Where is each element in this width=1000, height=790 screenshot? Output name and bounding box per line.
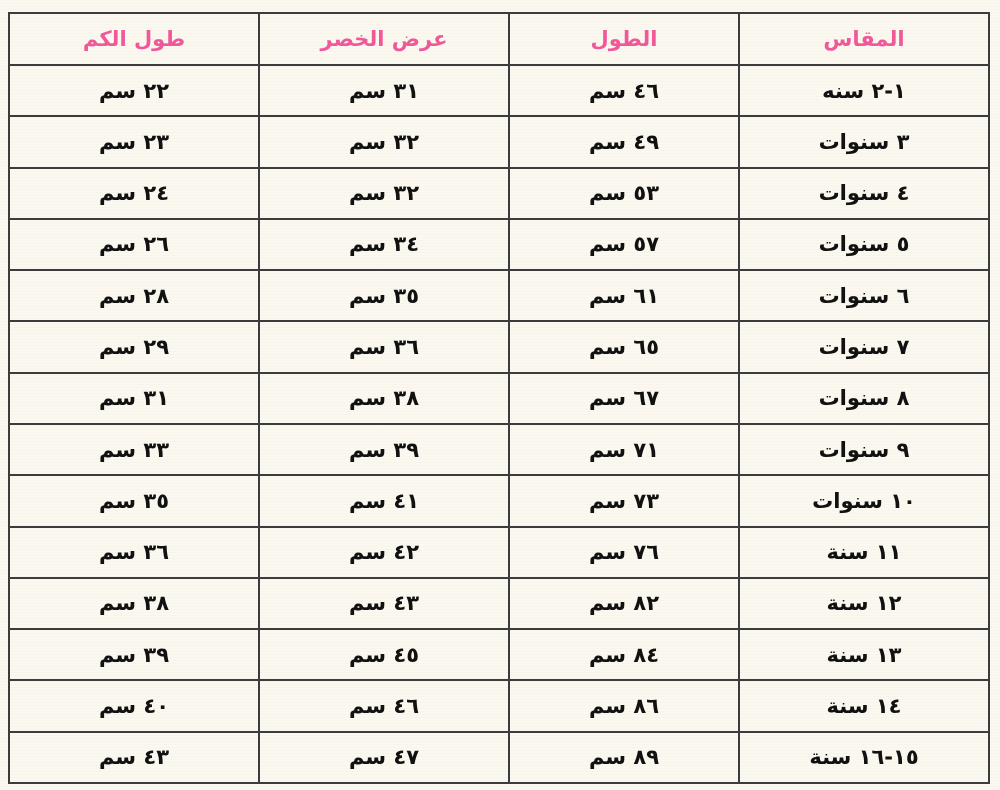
- cell-sleeve-length: ٢٨ سم: [9, 270, 259, 321]
- cell-length: ٧٣ سم: [509, 475, 739, 526]
- cell-waist-width: ٣١ سم: [259, 65, 509, 116]
- cell-size: ١٥-١٦ سنة: [739, 732, 989, 783]
- header-size: المقاس: [739, 13, 989, 65]
- cell-waist-width: ٤٥ سم: [259, 629, 509, 680]
- cell-waist-width: ٣٢ سم: [259, 168, 509, 219]
- table-row: [9, 116, 989, 167]
- cell-sleeve-length: ٢٢ سم: [9, 65, 259, 116]
- table-body: [9, 65, 989, 783]
- cell-size: ٣ سنوات: [739, 116, 989, 167]
- table-row: [9, 321, 989, 372]
- table-row: [9, 680, 989, 731]
- cell-length: ٧١ سم: [509, 424, 739, 475]
- cell-sleeve-length: ٢٣ سم: [9, 116, 259, 167]
- cell-size: ١٤ سنة: [739, 680, 989, 731]
- table-row: [9, 527, 989, 578]
- size-chart-table: [8, 12, 990, 784]
- table-row: [9, 65, 989, 116]
- cell-sleeve-length: ٣١ سم: [9, 373, 259, 424]
- cell-size: ٩ سنوات: [739, 424, 989, 475]
- cell-length: ٦٧ سم: [509, 373, 739, 424]
- cell-sleeve-length: ٤٠ سم: [9, 680, 259, 731]
- table-row: [9, 270, 989, 321]
- cell-size: ٥ سنوات: [739, 219, 989, 270]
- cell-size: ٨ سنوات: [739, 373, 989, 424]
- cell-size: ٧ سنوات: [739, 321, 989, 372]
- cell-size: ١٣ سنة: [739, 629, 989, 680]
- table-row: [9, 424, 989, 475]
- table-header-row: [9, 13, 989, 65]
- table-row: [9, 732, 989, 783]
- cell-length: ٧٦ سم: [509, 527, 739, 578]
- cell-waist-width: ٣٤ سم: [259, 219, 509, 270]
- cell-waist-width: ٣٨ سم: [259, 373, 509, 424]
- cell-length: ٨٢ سم: [509, 578, 739, 629]
- cell-sleeve-length: ٢٩ سم: [9, 321, 259, 372]
- cell-sleeve-length: ٣٩ سم: [9, 629, 259, 680]
- cell-length: ٥٣ سم: [509, 168, 739, 219]
- cell-sleeve-length: ٣٣ سم: [9, 424, 259, 475]
- cell-length: ٨٩ سم: [509, 732, 739, 783]
- table-row: [9, 219, 989, 270]
- header-sleeve-length: طول الكم: [9, 13, 259, 65]
- cell-size: ١٢ سنة: [739, 578, 989, 629]
- cell-waist-width: ٣٩ سم: [259, 424, 509, 475]
- cell-waist-width: ٤٦ سم: [259, 680, 509, 731]
- table-row: [9, 373, 989, 424]
- cell-length: ٨٤ سم: [509, 629, 739, 680]
- cell-sleeve-length: ٤٣ سم: [9, 732, 259, 783]
- cell-sleeve-length: ٢٦ سم: [9, 219, 259, 270]
- cell-sleeve-length: ٢٤ سم: [9, 168, 259, 219]
- cell-length: ٦٥ سم: [509, 321, 739, 372]
- cell-length: ٦١ سم: [509, 270, 739, 321]
- cell-waist-width: ٣٦ سم: [259, 321, 509, 372]
- cell-length: ٤٩ سم: [509, 116, 739, 167]
- cell-waist-width: ٣٥ سم: [259, 270, 509, 321]
- cell-length: ٨٦ سم: [509, 680, 739, 731]
- cell-sleeve-length: ٣٨ سم: [9, 578, 259, 629]
- cell-size: ١٠ سنوات: [739, 475, 989, 526]
- cell-sleeve-length: ٣٦ سم: [9, 527, 259, 578]
- cell-size: ١١ سنة: [739, 527, 989, 578]
- cell-length: ٤٦ سم: [509, 65, 739, 116]
- cell-waist-width: ٤٧ سم: [259, 732, 509, 783]
- cell-size: ١-٢ سنه: [739, 65, 989, 116]
- cell-waist-width: ٤٢ سم: [259, 527, 509, 578]
- cell-size: ٤ سنوات: [739, 168, 989, 219]
- cell-waist-width: ٤١ سم: [259, 475, 509, 526]
- table-row: [9, 475, 989, 526]
- header-length: الطول: [509, 13, 739, 65]
- table-row: [9, 578, 989, 629]
- cell-waist-width: ٤٣ سم: [259, 578, 509, 629]
- cell-length: ٥٧ سم: [509, 219, 739, 270]
- table-row: [9, 629, 989, 680]
- table-row: [9, 168, 989, 219]
- cell-sleeve-length: ٣٥ سم: [9, 475, 259, 526]
- cell-size: ٦ سنوات: [739, 270, 989, 321]
- header-waist-width: عرض الخصر: [259, 13, 509, 65]
- cell-waist-width: ٣٢ سم: [259, 116, 509, 167]
